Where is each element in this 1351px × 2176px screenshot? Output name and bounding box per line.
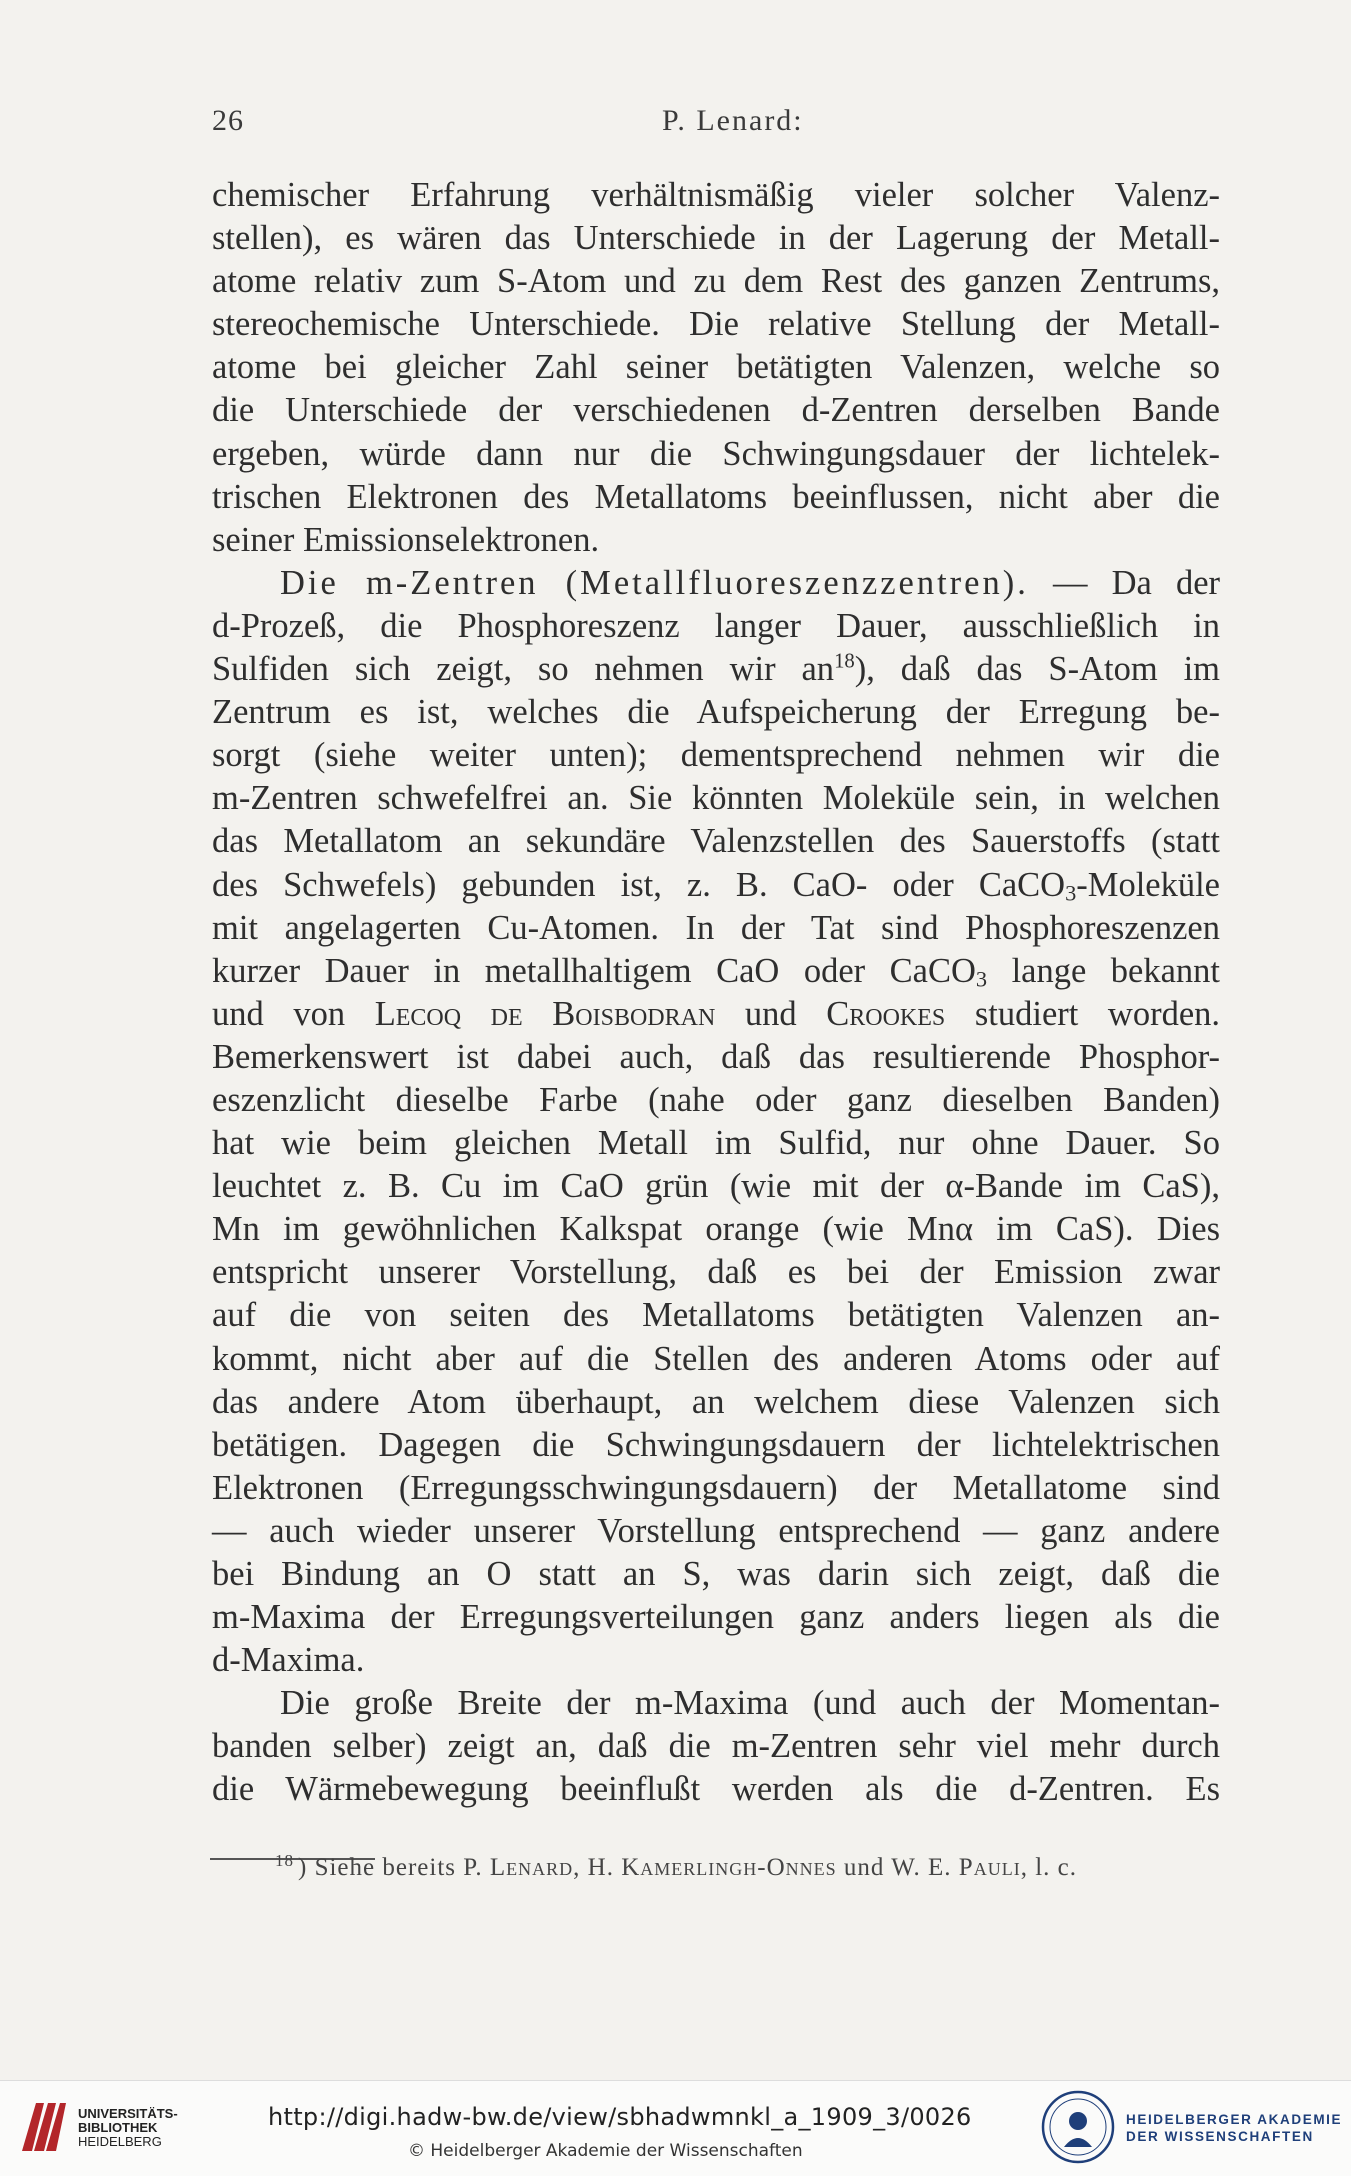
- text-line: das andere Atom überhaupt, an welchem diese Valenzen sich: [212, 1382, 1220, 1421]
- body-text: [212, 174, 1220, 1812]
- text-line: Bemerkenswert ist dabei auch, daß das resultierende Phosphor-: [212, 1037, 1220, 1076]
- footnote: $^{18}$ ) Siehe bereits P. Lenard, H. Kamerlingh-Onnes und W. E. Pauli, l. c.: [275, 1851, 1077, 1881]
- text-line: mit angelagerten Cu-Atomen. In der Tat sind Phosphoreszenzen: [212, 908, 1220, 947]
- section-heading: Die m-Zentren (Metallfluoreszenzzentren).: [280, 563, 1029, 602]
- academy-seal-icon[interactable]: [1040, 2089, 1116, 2165]
- running-header: [212, 104, 1218, 144]
- text-line: Elektronen (Erregungsschwingungsdauern) der Metallatome sind: [212, 1468, 1220, 1507]
- text-line: leuchtet z. B. Cu im CaO grün (wie mit der α-Bande im CaS),: [212, 1167, 1220, 1206]
- text-line: stereochemische Unterschiede. Die relative Stellung der Metall-: [212, 305, 1220, 344]
- text-line: trischen Elektronen des Metallatoms beeinflussen, nicht aber die: [212, 477, 1220, 516]
- text-line: Zentrum es ist, welches die Aufspeicherung der Erregung be-: [212, 693, 1220, 732]
- text-line: und von Lecoq de Boisbodran und Crookes studiert worden.: [212, 994, 1221, 1033]
- text-line: banden selber) zeigt an, daß die m-Zentren sehr viel mehr durch: [212, 1727, 1220, 1766]
- text-line: Sulfiden sich zeigt, so nehmen wir $an^{18}$), daß das S-Atom im: [212, 650, 1220, 689]
- academy-name: HEIDELBERGER AKADEMIE DER WISSENSCHAFTEN: [1126, 2112, 1343, 2144]
- footnote-ref: 18: [834, 650, 855, 673]
- text-line: — auch wieder unserer Vorstellung entsprechend — ganz andere: [212, 1511, 1220, 1550]
- text-line: kommt, nicht aber auf die Stellen des anderen Atoms oder auf: [212, 1339, 1220, 1378]
- university-library-logo[interactable]: [14, 2091, 74, 2161]
- footnote-number: 18: [275, 1851, 294, 1870]
- permalink-url[interactable]: http://digi.hadw-bw.de/view/sbhadwmnkl_a_1909_3/0026: [268, 2103, 972, 2131]
- text-line: das Metallatom an sekundäre Valenzstellen des Sauerstoffs (statt: [212, 822, 1220, 861]
- text-line: stellen), es wären das Unterschiede in der Lagerung der Metall-: [212, 219, 1220, 258]
- text-line: kurzer Dauer in metallhaltigem CaO oder CaCO$_3$ lange bekannt: [212, 951, 1220, 992]
- text-line: ergeben, würde dann nur die Schwingungsdauer der lichtelek-: [212, 434, 1220, 473]
- viewer-footer: [0, 2080, 1351, 2176]
- page-number: 26: [212, 104, 244, 137]
- text-line: d-Maxima.: [212, 1641, 365, 1680]
- text-line: d-Prozeß, die Phosphoreszenz langer Dauer, ausschließlich in: [212, 606, 1220, 645]
- text-line: atome relativ zum S-Atom und zu dem Rest des ganzen Zentrums,: [212, 262, 1220, 301]
- text-line: die Wärmebewegung beeinflußt werden als die d-Zentren. Es: [212, 1770, 1220, 1809]
- text-line: eszenzlicht dieselbe Farbe (nahe oder ganz dieselben Banden): [212, 1080, 1220, 1119]
- text-line: hat wie beim gleichen Metall im Sulfid, nur ohne Dauer. So: [212, 1124, 1220, 1163]
- person-name: Lecoq de Boisbodran: [374, 994, 716, 1033]
- text-line: des Schwefels) gebunden ist, z. B. CaO- oder CaCO$_3$-Moleküle: [212, 865, 1220, 905]
- copyright-notice: © Heidelberger Akademie der Wissenschaften: [408, 2141, 803, 2161]
- text-line: sorgt (siehe weiter unten); dementsprechend nehmen wir die: [212, 736, 1220, 775]
- text-line: betätigen. Dagegen die Schwingungsdauern der lichtelektrischen: [212, 1425, 1220, 1464]
- text-line: auf die von seiten des Metallatoms betätigten Valenzen an-: [212, 1296, 1220, 1335]
- text-line: chemischer Erfahrung verhältnismäßig vieler solcher Valenz-: [212, 176, 1220, 214]
- text-line: m-Zentren schwefelfrei an. Sie könnten Moleküle sein, in welchen: [212, 779, 1220, 818]
- university-library-name: UNIVERSITÄTS- BIBLIOTHEK HEIDELBERG: [78, 2106, 178, 2149]
- text-line: atome bei gleicher Zahl seiner betätigten Valenzen, welche so: [212, 348, 1220, 387]
- text-line: Mn im gewöhnlichen Kalkspat orange (wie Mnα im CaS). Dies: [212, 1210, 1220, 1249]
- text-line: seiner Emissionselektronen.: [212, 520, 600, 559]
- running-head-author: P. Lenard:: [662, 104, 804, 137]
- text-line: m-Maxima der Erregungsverteilungen ganz anders liegen als die: [212, 1598, 1220, 1637]
- person-name: Crookes: [826, 994, 946, 1033]
- text-line: entspricht unserer Vorstellung, daß es bei der Emission zwar: [212, 1253, 1220, 1292]
- text-line: Die m-Zentren (Metallfluoreszenzzentren). — Da der: [280, 563, 1220, 602]
- text-line: bei Bindung an O statt an S, was darin sich zeigt, daß die: [212, 1555, 1220, 1593]
- text-line: die Unterschiede der verschiedenen d-Zentren derselben Bande: [212, 391, 1220, 430]
- text-line: Die große Breite der m-Maxima (und auch der Momentan-: [280, 1684, 1220, 1723]
